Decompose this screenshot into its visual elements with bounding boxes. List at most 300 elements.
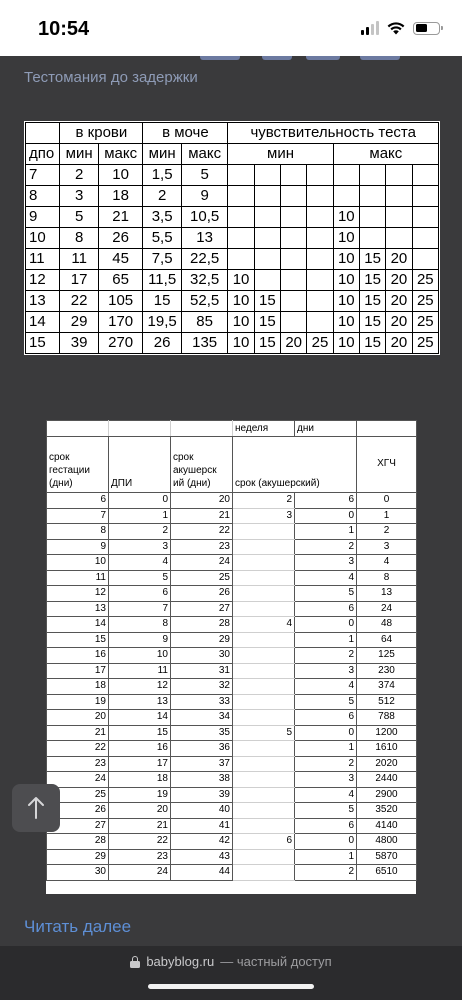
table-cell: 10 [47, 555, 109, 571]
table-row [47, 601, 417, 617]
table-cell: 7,5 [143, 249, 181, 270]
table-cell: 6510 [357, 865, 417, 881]
table-cell [281, 165, 307, 186]
url-display[interactable] [0, 954, 462, 969]
corner-cell [26, 123, 60, 144]
table-cell: 9 [26, 207, 60, 228]
table-cell [233, 586, 295, 602]
table-cell: 2 [357, 524, 417, 540]
table-cell: 5 [295, 803, 357, 819]
table-cell: 3 [109, 539, 171, 555]
table-cell: 11,5 [143, 270, 181, 291]
table-cell [254, 165, 280, 186]
table-row [26, 228, 439, 249]
table-cell: 12 [26, 270, 60, 291]
table-cell: 4 [295, 570, 357, 586]
header-week: неделя [233, 421, 295, 437]
table-cell: 15 [359, 291, 385, 312]
table-cell: 22 [60, 291, 98, 312]
table-row [26, 207, 439, 228]
table-cell: 10 [333, 312, 359, 333]
arrow-up-icon [27, 796, 45, 820]
table-row [47, 741, 417, 757]
table-cell: 5 [295, 694, 357, 710]
table-cell: 65 [98, 270, 143, 291]
table-cell: 7 [109, 601, 171, 617]
table-cell: 10 [333, 270, 359, 291]
table-cell: 11 [47, 570, 109, 586]
table-cell [233, 787, 295, 803]
table-cell: 6 [295, 710, 357, 726]
table-cell [228, 207, 254, 228]
col-blood-min: мин [60, 144, 98, 165]
table-cell: 10 [333, 228, 359, 249]
table-cell: 1 [109, 508, 171, 524]
header-blood: в крови [60, 123, 143, 144]
status-icons [361, 20, 440, 36]
table-cell: 9 [181, 186, 228, 207]
table-cell: 43 [171, 849, 233, 865]
table-cell [233, 663, 295, 679]
empty-top-1 [47, 421, 109, 437]
table-cell: 13 [109, 694, 171, 710]
table-cell: 2900 [357, 787, 417, 803]
table-cell: 15 [254, 291, 280, 312]
table-cell: 6 [295, 601, 357, 617]
table-cell: 21 [47, 725, 109, 741]
table-cell: 25 [412, 291, 438, 312]
table-cell: 3520 [357, 803, 417, 819]
table-cell: 2 [295, 865, 357, 881]
table-cell: 29 [60, 312, 98, 333]
table-cell: 0 [109, 493, 171, 509]
table-cell [228, 186, 254, 207]
col-urine-min: мин [143, 144, 181, 165]
table-cell: 0 [295, 508, 357, 524]
table-cell: 5 [109, 570, 171, 586]
table-cell [307, 270, 333, 291]
table-cell: 64 [357, 632, 417, 648]
table-cell: 2440 [357, 772, 417, 788]
table-cell [233, 632, 295, 648]
table-cell: 3 [233, 508, 295, 524]
table-cell: 5 [181, 165, 228, 186]
table-cell [412, 186, 438, 207]
table-row [47, 772, 417, 788]
table-cell: 27 [171, 601, 233, 617]
table-row [47, 849, 417, 865]
col-dpo: дпо [26, 144, 60, 165]
table-cell: 2 [295, 539, 357, 555]
table-cell: 42 [171, 834, 233, 850]
table-cell: 30 [47, 865, 109, 881]
table-cell: 25 [307, 333, 333, 354]
table-cell: 38 [171, 772, 233, 788]
table-cell: 21 [109, 818, 171, 834]
table-cell: 9 [109, 632, 171, 648]
table-cell: 18 [47, 679, 109, 695]
table-cell: 15 [254, 312, 280, 333]
table-cell: 10 [228, 291, 254, 312]
table-cell: 2 [295, 648, 357, 664]
table-cell [307, 312, 333, 333]
table-cell: 36 [171, 741, 233, 757]
table-cell: 10 [228, 333, 254, 354]
empty-top-3 [171, 421, 233, 437]
table-cell: 22 [171, 524, 233, 540]
table-cell: 16 [109, 741, 171, 757]
hcg-gestation-table [46, 420, 417, 881]
table-cell [412, 249, 438, 270]
table-row [47, 570, 417, 586]
table-cell [386, 207, 412, 228]
table-cell: 26 [47, 803, 109, 819]
table-cell [233, 818, 295, 834]
table-cell: 28 [47, 834, 109, 850]
table-cell: 26 [171, 586, 233, 602]
url-domain: babyblog.ru [146, 954, 215, 969]
table-cell: 2 [109, 524, 171, 540]
col-sens-max: макс [333, 144, 438, 165]
table-cell: 23 [109, 849, 171, 865]
table-cell: 105 [98, 291, 143, 312]
table-cell: 14 [26, 312, 60, 333]
table-cell: 85 [181, 312, 228, 333]
table-cell: 15 [254, 333, 280, 354]
table-row [47, 865, 417, 881]
table-cell: 15 [47, 632, 109, 648]
table-cell [281, 186, 307, 207]
table-row [47, 648, 417, 664]
table-cell: 29 [171, 632, 233, 648]
header-urine: в моче [143, 123, 228, 144]
table-cell: 25 [412, 333, 438, 354]
table-cell: 3 [357, 539, 417, 555]
header-obstetric-days: срок акушерск ий (дни) [171, 437, 233, 493]
table-cell: 24 [171, 555, 233, 571]
table-row [47, 524, 417, 540]
table-cell: 25 [412, 270, 438, 291]
table-cell: 5 [60, 207, 98, 228]
table-cell: 10 [333, 249, 359, 270]
read-more-link[interactable]: Читать далее [24, 917, 132, 936]
table-row [47, 818, 417, 834]
table-cell: 8 [109, 617, 171, 633]
table-cell [233, 772, 295, 788]
table-cell: 5 [295, 586, 357, 602]
table-cell: 0 [295, 725, 357, 741]
table-cell: 25 [412, 312, 438, 333]
table-cell: 14 [47, 617, 109, 633]
table-cell: 8 [60, 228, 98, 249]
post-subtitle: Тестомания до задержки [24, 69, 198, 86]
table-cell: 5870 [357, 849, 417, 865]
table-cell [254, 186, 280, 207]
cellular-signal-icon [361, 21, 379, 35]
table-row [47, 756, 417, 772]
table-cell: 48 [357, 617, 417, 633]
table-row [47, 493, 417, 509]
table-cell [307, 165, 333, 186]
table-cell [281, 270, 307, 291]
table-cell: 15 [26, 333, 60, 354]
header-dpi: ДПИ [109, 437, 171, 493]
table-cell: 6 [295, 818, 357, 834]
table-cell: 10 [109, 648, 171, 664]
table-cell: 40 [171, 803, 233, 819]
table-cell: 30 [171, 648, 233, 664]
table-cell [386, 186, 412, 207]
table-cell: 12 [109, 679, 171, 695]
table-cell: 24 [109, 865, 171, 881]
table-cell: 32,5 [181, 270, 228, 291]
table-cell [233, 679, 295, 695]
status-bar [0, 0, 462, 56]
table-cell: 32 [171, 679, 233, 695]
table-cell: 41 [171, 818, 233, 834]
table-cell: 39 [171, 787, 233, 803]
table-cell: 788 [357, 710, 417, 726]
table-cell: 2 [295, 756, 357, 772]
table-cell: 10 [333, 333, 359, 354]
table-cell: 18 [109, 772, 171, 788]
table-row [47, 663, 417, 679]
table-cell: 4140 [357, 818, 417, 834]
table-cell: 7 [47, 508, 109, 524]
table-cell: 125 [357, 648, 417, 664]
table-cell [307, 291, 333, 312]
table-cell: 15 [359, 312, 385, 333]
table-cell: 4 [233, 617, 295, 633]
browser-url-bar[interactable] [0, 946, 462, 1000]
table-cell: 10 [228, 312, 254, 333]
table-cell: 13 [47, 601, 109, 617]
table-cell: 4 [357, 555, 417, 571]
table-cell: 15 [359, 333, 385, 354]
table-cell: 10 [333, 207, 359, 228]
table-cell [233, 570, 295, 586]
table-cell: 374 [357, 679, 417, 695]
table-cell: 2 [143, 186, 181, 207]
hcg-sensitivity-table-image [24, 121, 440, 355]
url-suffix: — частный доступ [220, 954, 332, 969]
table-cell: 33 [171, 694, 233, 710]
home-indicator [148, 984, 314, 989]
col-sens-min: мин [228, 144, 333, 165]
table-cell: 1 [295, 524, 357, 540]
table-cell: 3,5 [143, 207, 181, 228]
table-cell: 4 [295, 787, 357, 803]
table-cell [233, 555, 295, 571]
table-cell [228, 165, 254, 186]
table-cell: 19 [47, 694, 109, 710]
table-row [26, 291, 439, 312]
table-row [47, 803, 417, 819]
lock-icon [130, 956, 140, 968]
table-cell: 1610 [357, 741, 417, 757]
table-cell: 10 [98, 165, 143, 186]
table-cell: 37 [171, 756, 233, 772]
table-cell [233, 694, 295, 710]
table-row [47, 617, 417, 633]
table-cell: 45 [98, 249, 143, 270]
table-cell: 9 [47, 539, 109, 555]
table-row [47, 508, 417, 524]
table-cell [281, 291, 307, 312]
table-cell: 11 [109, 663, 171, 679]
table-cell: 3 [60, 186, 98, 207]
table-cell: 8 [357, 570, 417, 586]
table-cell [307, 228, 333, 249]
table-cell: 23 [47, 756, 109, 772]
wifi-icon [387, 21, 405, 35]
table-cell [233, 539, 295, 555]
table-cell: 24 [47, 772, 109, 788]
table-cell: 0 [295, 834, 357, 850]
header-days: дни [295, 421, 357, 437]
table-cell: 0 [295, 617, 357, 633]
table-cell: 5 [233, 725, 295, 741]
table-cell: 17 [109, 756, 171, 772]
table-cell: 135 [181, 333, 228, 354]
table-cell [228, 228, 254, 249]
table-cell: 15 [109, 725, 171, 741]
table-cell: 29 [47, 849, 109, 865]
table-cell [228, 249, 254, 270]
table-cell: 512 [357, 694, 417, 710]
table-cell: 15 [143, 291, 181, 312]
header-sensitivity: чувствительность теста [228, 123, 439, 144]
table-cell: 19 [109, 787, 171, 803]
table-cell [333, 165, 359, 186]
table-row [47, 710, 417, 726]
table-cell: 44 [171, 865, 233, 881]
battery-icon [413, 22, 440, 35]
table-cell: 26 [143, 333, 181, 354]
table-cell [359, 186, 385, 207]
table-cell: 3 [295, 555, 357, 571]
table-cell [233, 756, 295, 772]
table-cell [233, 648, 295, 664]
table-row [47, 586, 417, 602]
table-cell: 2 [233, 493, 295, 509]
table-cell: 7 [26, 165, 60, 186]
table-cell: 22 [47, 741, 109, 757]
table-cell [359, 207, 385, 228]
table-cell: 4 [109, 555, 171, 571]
table-cell: 25 [171, 570, 233, 586]
table-row [26, 312, 439, 333]
table-row [47, 632, 417, 648]
table-cell: 20 [386, 333, 412, 354]
table-cell [412, 207, 438, 228]
empty-top-2 [109, 421, 171, 437]
table-row [26, 186, 439, 207]
table-cell: 13 [26, 291, 60, 312]
table-cell: 10 [333, 291, 359, 312]
table-cell [412, 165, 438, 186]
table-cell: 13 [357, 586, 417, 602]
table-cell: 19,5 [143, 312, 181, 333]
header-gestation-days: срок гестации (дни) [47, 437, 109, 493]
table-cell [307, 186, 333, 207]
header-hcg: ХГЧ [357, 437, 417, 493]
table-cell [359, 228, 385, 249]
table-cell: 4800 [357, 834, 417, 850]
table-cell [233, 803, 295, 819]
table-cell: 20 [109, 803, 171, 819]
table-cell: 20 [386, 291, 412, 312]
table-cell [281, 228, 307, 249]
table-cell: 3 [295, 663, 357, 679]
table-cell: 24 [357, 601, 417, 617]
table-cell: 8 [47, 524, 109, 540]
table-cell [307, 249, 333, 270]
table-row [47, 694, 417, 710]
table-cell: 11 [60, 249, 98, 270]
table-cell: 2020 [357, 756, 417, 772]
table-row [47, 834, 417, 850]
table-cell: 1 [295, 849, 357, 865]
table-cell [254, 207, 280, 228]
table-cell [386, 228, 412, 249]
col-urine-max: макс [181, 144, 228, 165]
table-row [47, 725, 417, 741]
table-cell: 35 [171, 725, 233, 741]
table-row [26, 333, 439, 354]
table-cell: 4 [295, 679, 357, 695]
table-cell: 13 [181, 228, 228, 249]
hcg-gestation-table-image [46, 420, 416, 894]
table-cell [307, 207, 333, 228]
table-cell: 23 [171, 539, 233, 555]
table-cell: 34 [171, 710, 233, 726]
table-cell [281, 207, 307, 228]
table-cell: 1 [295, 741, 357, 757]
table-cell: 0 [357, 493, 417, 509]
table-cell: 3 [295, 772, 357, 788]
table-cell: 10,5 [181, 207, 228, 228]
table-cell: 21 [98, 207, 143, 228]
scroll-to-top-button[interactable] [12, 784, 60, 832]
table-row [26, 249, 439, 270]
table-cell [254, 228, 280, 249]
table-cell: 1 [295, 632, 357, 648]
table-cell [233, 849, 295, 865]
table-cell: 18 [98, 186, 143, 207]
table-cell: 6 [47, 493, 109, 509]
table-cell: 20 [47, 710, 109, 726]
table-cell: 10 [228, 270, 254, 291]
table-cell: 6 [233, 834, 295, 850]
table-cell: 20 [171, 493, 233, 509]
table-cell: 15 [359, 270, 385, 291]
table-cell: 31 [171, 663, 233, 679]
table-cell: 20 [386, 249, 412, 270]
table-cell [233, 601, 295, 617]
table-cell [386, 165, 412, 186]
table-cell: 170 [98, 312, 143, 333]
table-cell: 6 [295, 493, 357, 509]
table-cell: 16 [47, 648, 109, 664]
table-row [26, 165, 439, 186]
table-cell: 22,5 [181, 249, 228, 270]
table-cell: 8 [26, 186, 60, 207]
table-cell: 12 [47, 586, 109, 602]
table-cell: 27 [47, 818, 109, 834]
cut-off-heading [0, 56, 462, 62]
table-cell: 26 [98, 228, 143, 249]
